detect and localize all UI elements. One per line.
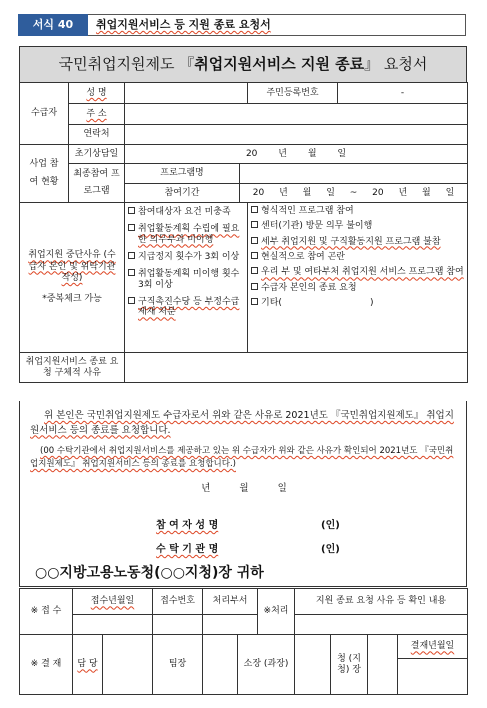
reasons-label: 취업지원 중단사유 (수급자 본인 및 위탁기관 작성) *중복체크 가능 bbox=[20, 203, 125, 353]
participant-signature-label: 참 여 자 성 명 bbox=[156, 520, 219, 531]
header-title-box bbox=[88, 14, 466, 36]
checkbox-icon bbox=[128, 252, 135, 259]
form-title-box bbox=[19, 46, 467, 82]
approval-date-field[interactable] bbox=[398, 659, 468, 695]
period-label: 참여기간 bbox=[125, 184, 240, 203]
detail-reason-field[interactable] bbox=[125, 353, 468, 383]
section-head-label: 소장 (과장) bbox=[238, 635, 295, 695]
receipt-no-label: 접수번호 bbox=[153, 589, 203, 615]
contact-field[interactable] bbox=[125, 125, 468, 145]
program-name-label: 프로그램명 bbox=[125, 164, 240, 184]
processing-dept-field[interactable] bbox=[203, 615, 258, 635]
checkbox-icon bbox=[128, 207, 135, 214]
director-field[interactable] bbox=[368, 635, 398, 695]
form-title-emphasis: 취업지원서비스 지원 종료 bbox=[194, 55, 365, 73]
header-badge bbox=[18, 14, 88, 36]
applicant-section-label: 수급자 bbox=[20, 83, 69, 145]
approval-label: ※ 결 재 bbox=[20, 635, 73, 695]
staff-label: 담 당 bbox=[73, 635, 103, 695]
trustee-signature-label: 수 탁 기 관 명 bbox=[156, 544, 219, 555]
header-title: 취업지원서비스 등 지원 종료 요청서 bbox=[96, 18, 271, 31]
checkbox-icon bbox=[251, 298, 258, 305]
checkbox-icon bbox=[251, 283, 258, 290]
checkbox-icon bbox=[128, 224, 135, 231]
approval-date-label: 결재년월일 bbox=[398, 635, 468, 659]
section-head-field[interactable] bbox=[295, 635, 331, 695]
initial-consult-field[interactable]: 20 년 월 일 bbox=[125, 145, 468, 164]
processing-label: ※처리 bbox=[258, 589, 295, 635]
checkbox-icon bbox=[251, 252, 258, 259]
program-name-field[interactable] bbox=[240, 164, 468, 184]
reason-check-8[interactable]: 세부 취업지원 및 구직활동지원 프로그램 불참 bbox=[251, 237, 464, 247]
detail-reason-label: 취업지원서비스 종료 요청 구체적 사유 bbox=[20, 353, 125, 383]
office-use-table bbox=[19, 588, 468, 695]
statement-paragraph-2: (00 수탁기관에서 취업지원서비스를 제공하고 있는 위 수급자가 위와 같은 사유가 확인되어 2021년도 『국민취업지원제도』 취업지원서비스 등의 종료를 요청합니다.) bbox=[30, 446, 454, 470]
reason-check-9[interactable]: 현실적으로 참여 곤란 bbox=[251, 252, 464, 262]
name-field[interactable] bbox=[125, 83, 248, 104]
reasons-right-cell bbox=[248, 203, 468, 353]
receipt-date-field[interactable] bbox=[73, 615, 153, 635]
checkbox-icon bbox=[251, 206, 258, 213]
reason-check-1[interactable]: 참여대상자 요건 미충족 bbox=[128, 207, 244, 217]
director-label: 청 (지청) 장 bbox=[331, 635, 368, 695]
statement-paragraph-1: 위 본인은 국민취업지원제도 수급자로서 위와 같은 사유로 2021년도 『국민취업지원제도』 취업지원서비스 등의 종료를 요청합니다. bbox=[30, 410, 454, 436]
reason-check-5[interactable]: 구직촉진수당 등 부정수급 제재 처분 bbox=[128, 297, 244, 318]
reason-check-10[interactable]: 우리 부 및 여타부처 취업지원 서비스 프로그램 참여 bbox=[251, 267, 464, 277]
header-badge-text: 서식 40 bbox=[32, 18, 74, 31]
statement-box bbox=[19, 401, 467, 587]
checkbox-icon bbox=[128, 269, 135, 276]
statement-date: 년 월 일 bbox=[201, 483, 287, 494]
name-label: 성 명 bbox=[69, 83, 125, 104]
receipt-label: ※ 접 수 bbox=[20, 589, 73, 635]
id-number-field[interactable]: - bbox=[338, 83, 468, 104]
form-title-prefix: 국민취업지원제도 『 bbox=[58, 55, 195, 73]
team-lead-label: 팀장 bbox=[153, 635, 203, 695]
checkbox-icon bbox=[251, 237, 258, 244]
initial-consult-label: 초기상담일 bbox=[69, 145, 125, 164]
reason-check-11[interactable]: 수급자 본인의 종료 요청 bbox=[251, 283, 464, 293]
trustee-seal[interactable]: (인) bbox=[321, 544, 340, 555]
team-lead-field[interactable] bbox=[203, 635, 238, 695]
checkbox-icon bbox=[251, 267, 258, 274]
id-number-label: 주민등록번호 bbox=[248, 83, 338, 104]
processing-dept-label: 처리부서 bbox=[203, 589, 258, 615]
reason-check-4[interactable]: 취업활동계획 미이행 횟수 3회 이상 bbox=[128, 269, 244, 290]
checkbox-icon bbox=[251, 221, 258, 228]
reasons-left-cell bbox=[125, 203, 248, 353]
staff-field[interactable] bbox=[103, 635, 153, 695]
receipt-date-label: 접수년월일 bbox=[73, 589, 153, 615]
final-program-label: 최종참여 프로그램 bbox=[69, 164, 125, 203]
period-field[interactable]: 20 년 월 일 ~ 20 년 월 일 bbox=[240, 184, 468, 203]
reason-check-7[interactable]: 센터(기관) 방문 의무 불이행 bbox=[251, 221, 464, 231]
business-section-label: 사업 참여 현황 bbox=[20, 145, 69, 203]
address-label: 주 소 bbox=[69, 104, 125, 125]
address-field[interactable] bbox=[125, 104, 468, 125]
main-form-table bbox=[19, 82, 468, 383]
form-title-suffix: 』 요청서 bbox=[364, 55, 428, 73]
receipt-no-field[interactable] bbox=[153, 615, 203, 635]
confirm-field[interactable] bbox=[295, 615, 468, 635]
reason-check-2[interactable]: 취업활동계획 수립에 필요한 의무부과 미이행 bbox=[128, 224, 244, 245]
checkbox-icon bbox=[128, 297, 135, 304]
participant-seal[interactable]: (인) bbox=[321, 520, 340, 531]
confirm-label: 지원 종료 요청 사유 등 확인 내용 bbox=[295, 589, 468, 615]
reason-check-6[interactable]: 형식적인 프로그램 참여 bbox=[251, 206, 464, 216]
reason-check-12[interactable]: 기타( ) bbox=[251, 298, 464, 308]
reason-check-3[interactable]: 지급정지 횟수가 3회 이상 bbox=[128, 252, 244, 262]
contact-label: 연락처 bbox=[69, 125, 125, 145]
addressee: ○○지방고용노동청(○○지청)장 귀하 bbox=[35, 565, 264, 581]
